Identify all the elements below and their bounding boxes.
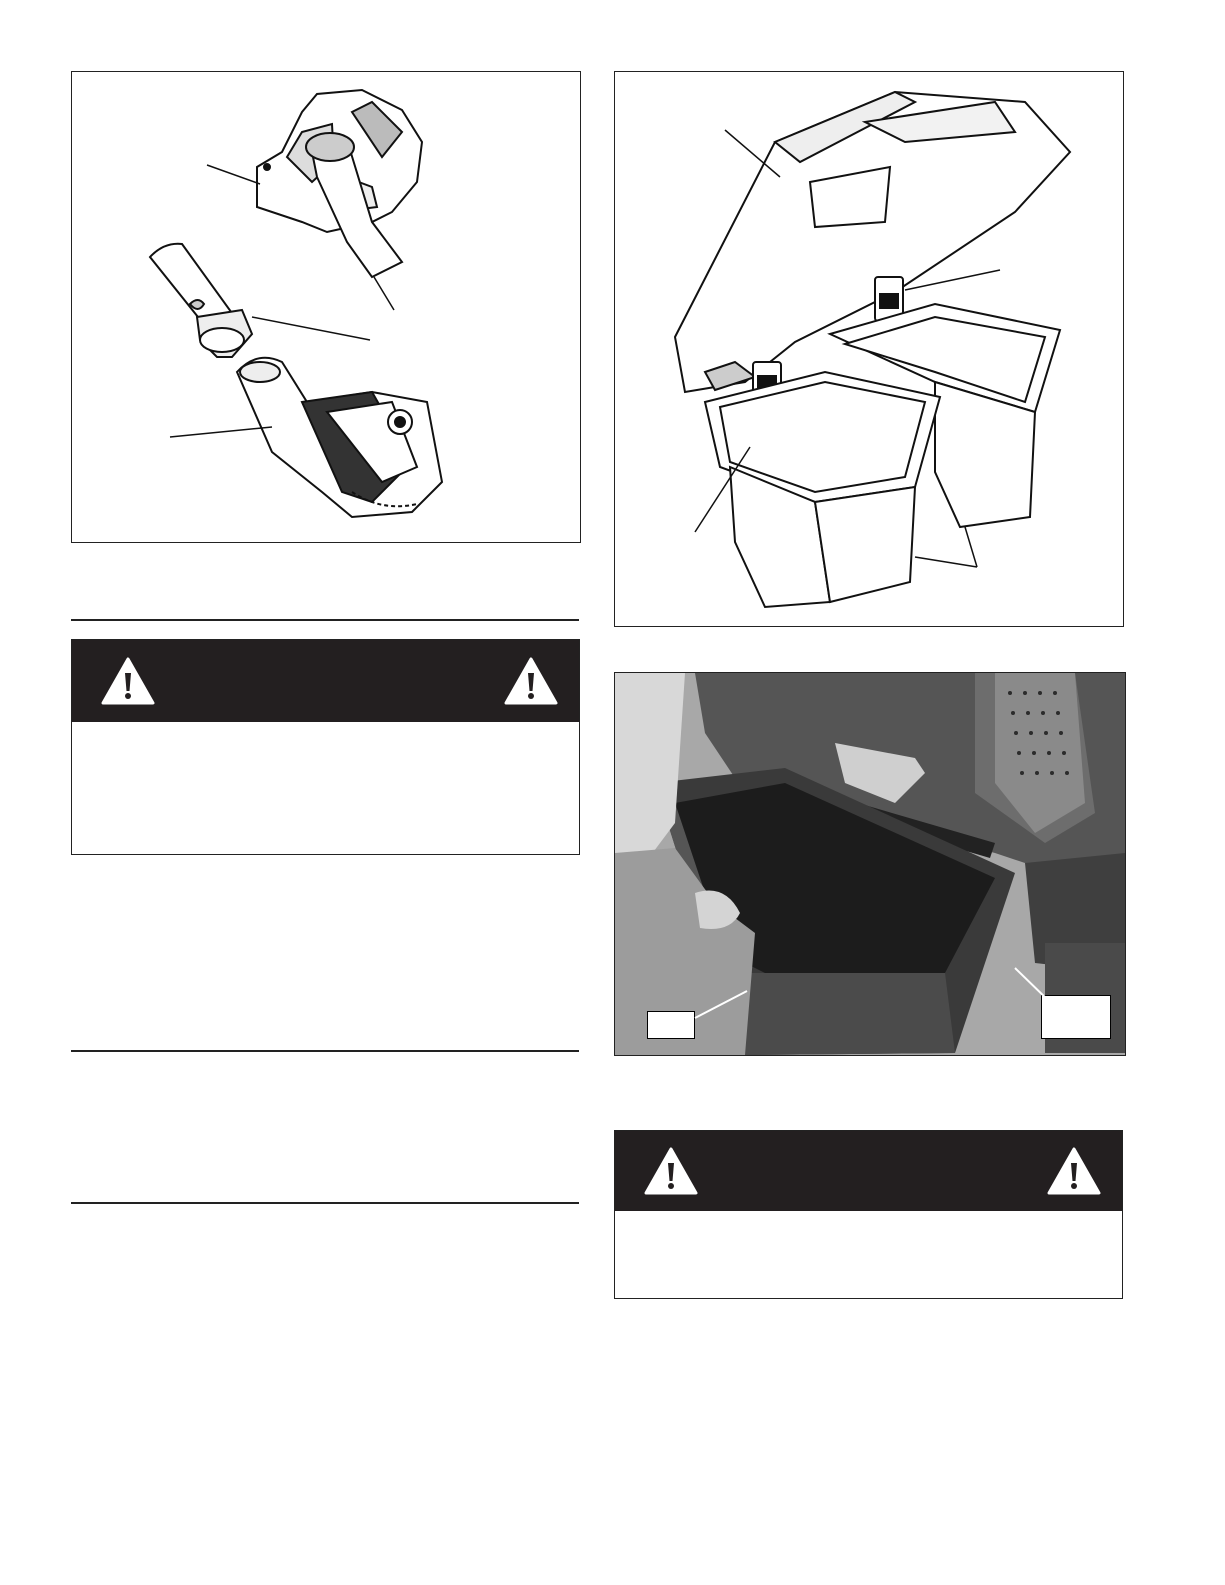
warning-triangle-icon	[100, 656, 156, 706]
warning-box-1	[71, 639, 580, 855]
bag-installation-photo	[614, 672, 1126, 1056]
warning-header-1	[72, 640, 579, 722]
warning-triangle-icon	[503, 656, 559, 706]
warning-triangle-icon	[1046, 1146, 1102, 1196]
middle-chute-tube	[150, 244, 252, 357]
warning-triangle-icon	[643, 1146, 699, 1196]
photo-leader-lines	[615, 673, 1125, 1055]
section-rule-1	[71, 619, 579, 621]
lower-chute-elbow	[237, 358, 442, 517]
bagger-hopper-figure	[614, 71, 1124, 627]
chute-assembly-figure	[71, 71, 581, 543]
warning-box-2	[614, 1130, 1123, 1299]
warning-header-2	[615, 1131, 1122, 1211]
bagger-hopper-illustration	[615, 72, 1123, 626]
front-grass-bin	[705, 372, 940, 607]
chute-assembly-illustration	[72, 72, 580, 542]
section-rule-2	[71, 1050, 579, 1052]
section-rule-3	[71, 1202, 579, 1204]
